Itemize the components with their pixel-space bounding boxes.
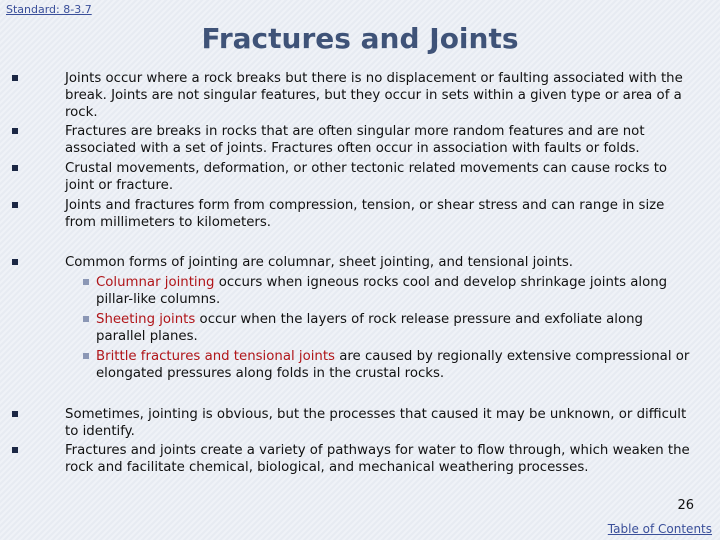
bullet-text: Joints and fractures form from compression, tension, or shear stress and can range in size from millimeters to kilometers. <box>65 198 665 230</box>
bullet-text: Fractures and joints create a variety of pathways for water to flow through, which weaken the rock and facilitate chemical, biological, and mechanical weathering processes. <box>65 443 690 475</box>
sub-bullet-item <box>96 311 691 345</box>
square-bullet-icon <box>12 447 18 453</box>
bullet-item <box>65 70 690 121</box>
bullet-item <box>65 254 690 271</box>
bullet-item <box>65 406 690 440</box>
square-bullet-icon <box>12 165 18 171</box>
term-brittle-fractures: Brittle fractures and tensional joints <box>96 349 335 364</box>
square-bullet-icon <box>83 316 89 322</box>
sub-bullet-item <box>96 348 691 382</box>
bullet-text: Fractures are breaks in rocks that are often singular more random features and are not associated with a set of joints. Fractures often occur in association with faults or folds. <box>65 124 645 156</box>
term-sheeting-joints: Sheeting joints <box>96 312 196 327</box>
term-columnar-jointing: Columnar jointing <box>96 275 215 290</box>
bullet-item <box>65 123 690 157</box>
square-bullet-icon <box>12 202 18 208</box>
standard-link[interactable]: Standard: 8-3.7 <box>6 3 92 16</box>
square-bullet-icon <box>83 279 89 285</box>
bullet-item <box>65 442 690 476</box>
square-bullet-icon <box>12 411 18 417</box>
page-number: 26 <box>677 498 694 513</box>
bullet-item <box>65 160 690 194</box>
square-bullet-icon <box>12 75 18 81</box>
square-bullet-icon <box>83 353 89 359</box>
bullet-text: Sometimes, jointing is obvious, but the processes that caused it may be unknown, or difficult to identify. <box>65 407 687 439</box>
table-of-contents-link[interactable]: Table of Contents <box>607 522 712 536</box>
square-bullet-icon <box>12 128 18 134</box>
bullet-text: Crustal movements, deformation, or other tectonic related movements can cause rocks to joint or fracture. <box>65 161 668 193</box>
sub-bullet-text: occurs when igneous rocks cool and develop shrinkage joints along pillar-like columns. <box>96 275 668 307</box>
bullet-text: Joints occur where a rock breaks but there is no displacement or faulting associated with the break. Joints are not singular features, but they occur in sets within a given type or area of a rock. <box>65 71 683 120</box>
bullet-item <box>65 197 690 231</box>
slide-title: Fractures and Joints <box>201 22 519 55</box>
sub-bullet-text: are caused by regionally extensive compressional or elongated pressures along folds in the crustal rocks. <box>96 349 690 381</box>
bullet-text: Common forms of jointing are columnar, sheet jointing, and tensional joints. <box>65 255 573 270</box>
sub-bullet-item <box>96 274 691 308</box>
square-bullet-icon <box>12 259 18 265</box>
sub-bullet-text: occur when the layers of rock release pressure and exfoliate along parallel planes. <box>96 312 643 344</box>
